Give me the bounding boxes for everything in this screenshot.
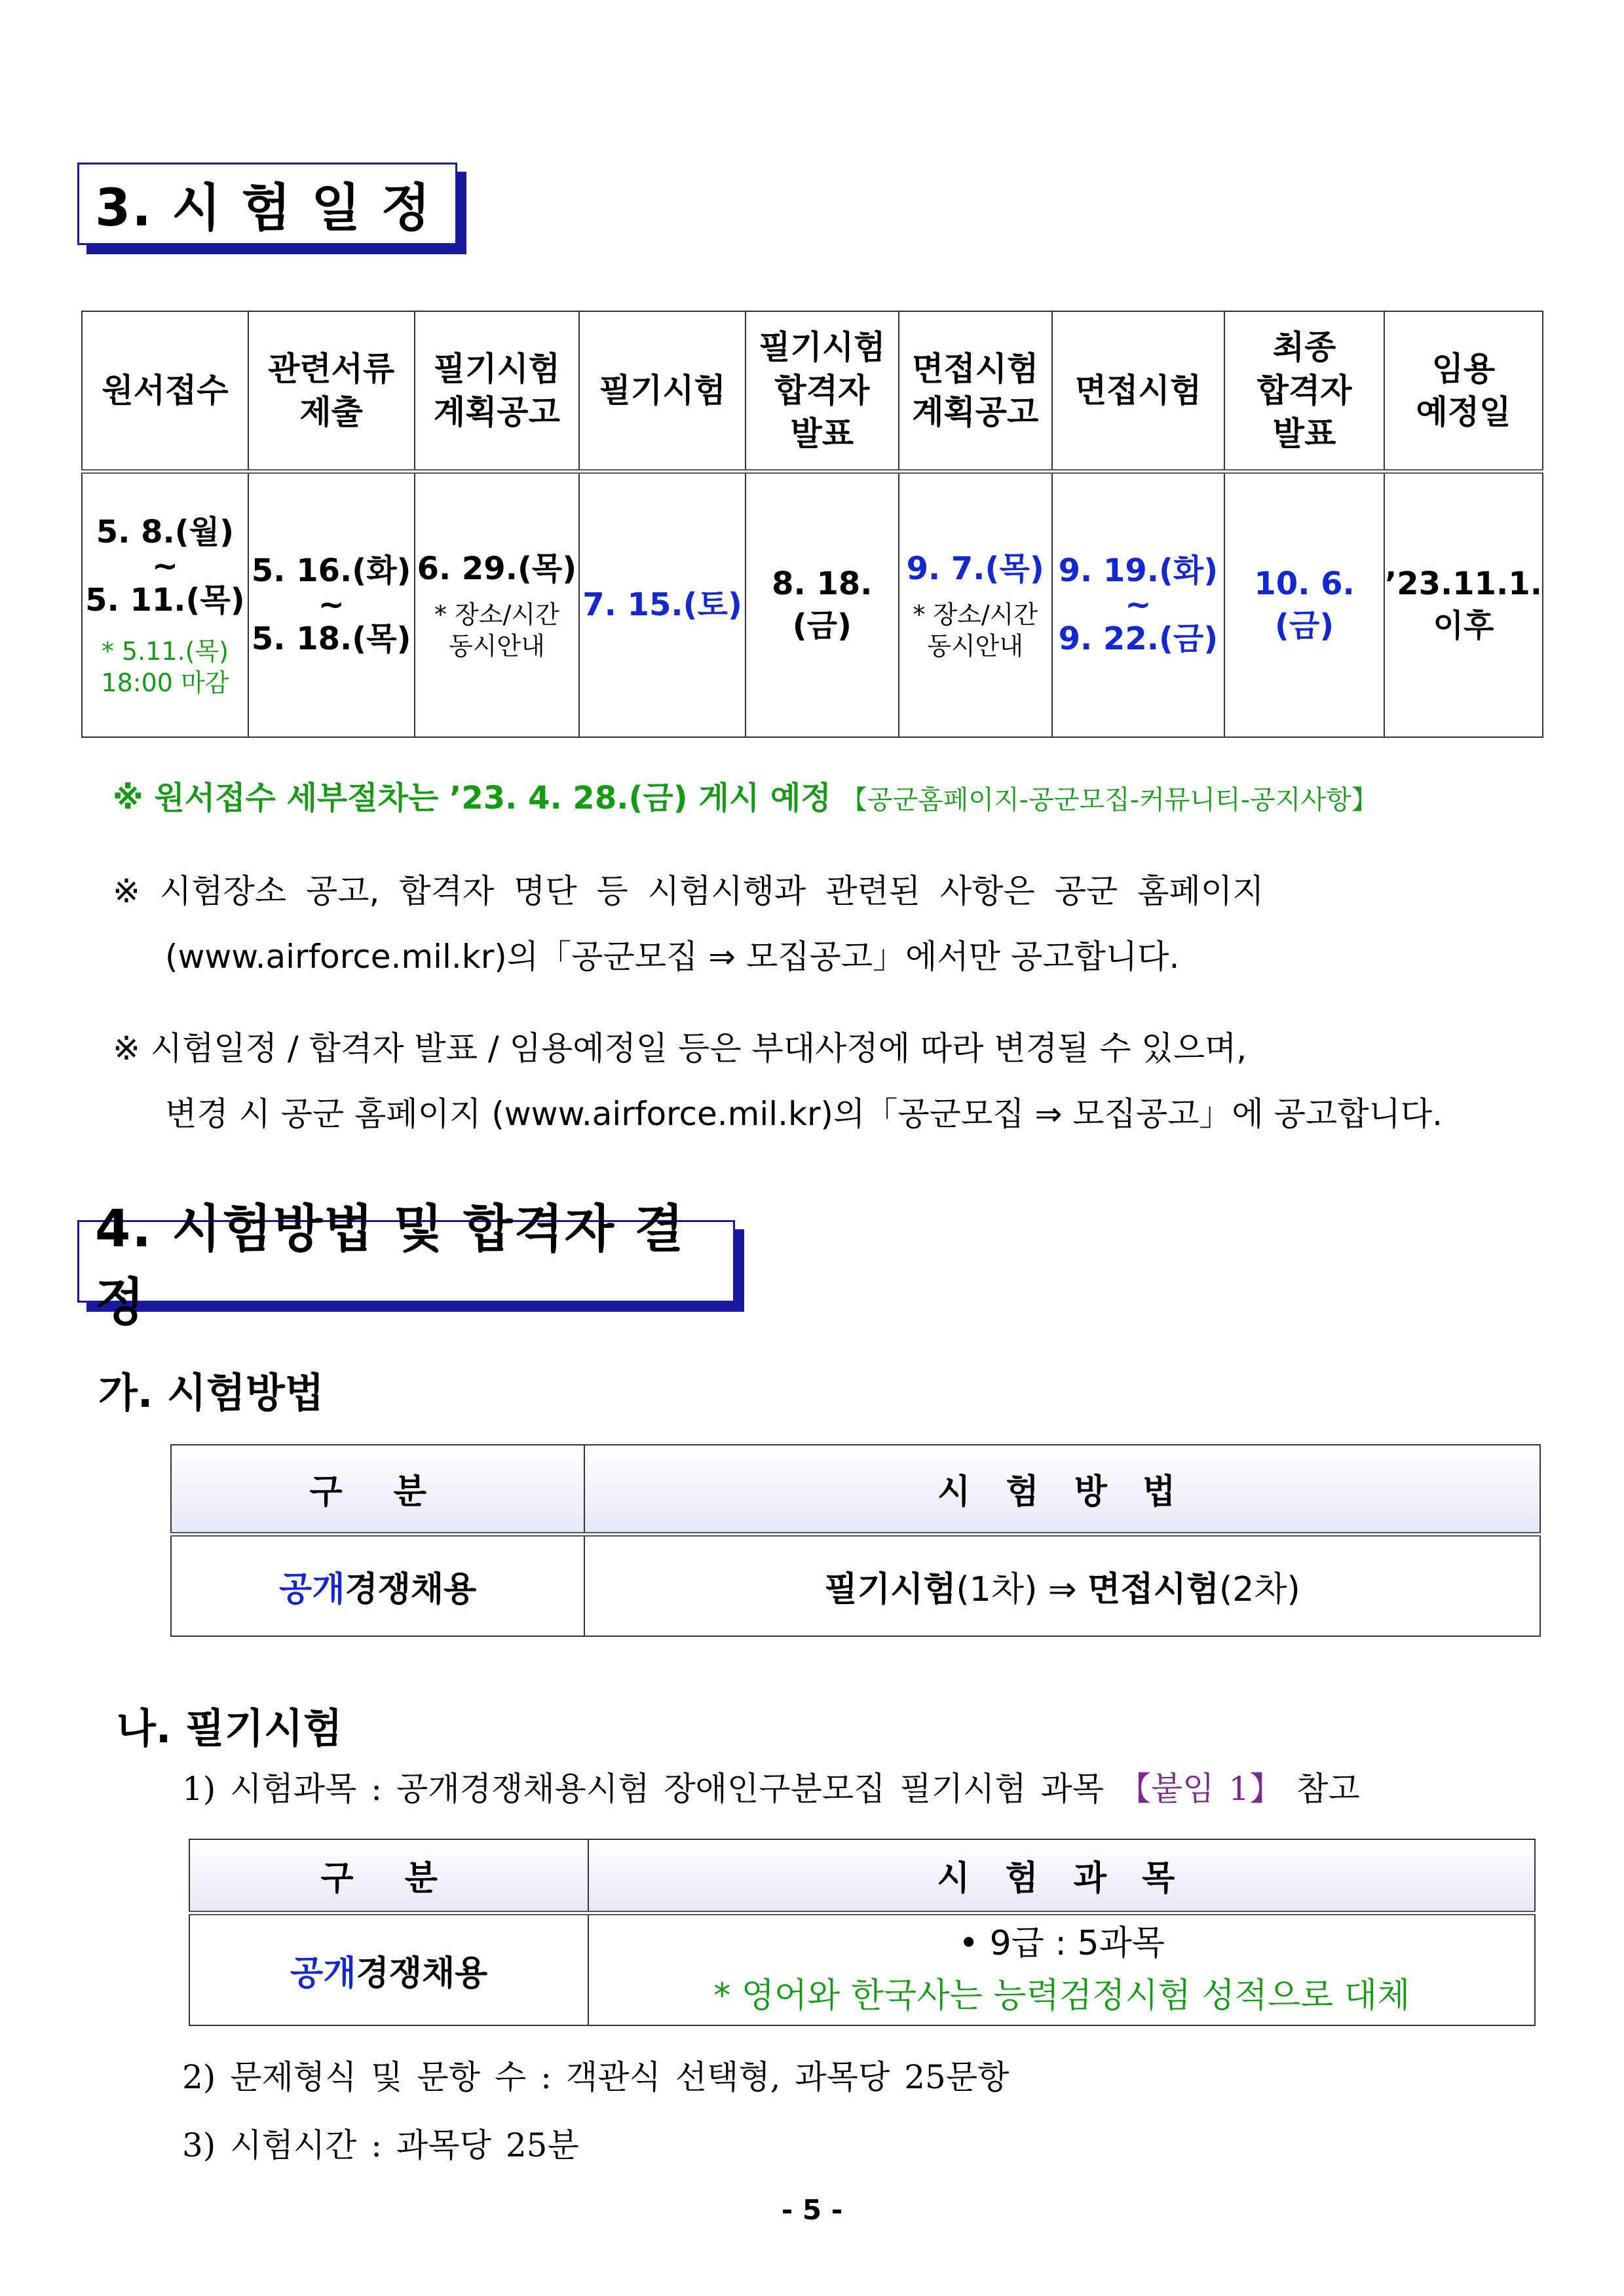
method-header-method: 시 험 방 법	[584, 1445, 1540, 1534]
documents-start: 5. 16.(화)	[251, 552, 411, 590]
subjects-row	[189, 1913, 1535, 2025]
written-notice-date: 6. 29.(목)	[417, 550, 577, 588]
section-4-title: 4. 시험방법 및 합격자 결정	[95, 1200, 685, 1332]
subjects-header-subjects: 시 험 과 목	[588, 1839, 1535, 1913]
interview-notice-note2: 동시안내	[927, 632, 1024, 661]
note-change-line1: ※ 시험일정 / 합격자 발표 / 임용예정일 등은 부대사정에 따라 변경될 수 있으며,	[113, 1029, 1247, 1067]
schedule-cell-final-result: 10. 6.(금)	[1224, 471, 1384, 737]
schedule-header-cell: 필기시험 계획공고	[415, 311, 580, 471]
schedule-header-cell: 필기시험	[579, 311, 746, 471]
subsection-ga-title: 가. 시험방법	[98, 1369, 324, 1417]
schedule-cell-documents	[248, 471, 415, 737]
grade-subject-count: • 9급 : 5과목	[958, 1924, 1165, 1964]
subjects-header-category: 구 분	[189, 1839, 588, 1913]
note-application-procedure	[113, 772, 1378, 826]
note-announcement-line2: (www.airforce.mil.kr)의「공군모집 ⇒ 모집공고」에서만 공고합니다.	[165, 938, 1180, 976]
schedule-table	[81, 311, 1543, 738]
schedule-cell-written-notice	[415, 471, 580, 737]
interview-end: 9. 22.(금)	[1058, 621, 1218, 658]
written-subjects-item	[182, 1763, 1360, 1810]
step-interview: 면접시험	[1087, 1569, 1219, 1609]
schedule-header-cell: 면접시험	[1052, 311, 1225, 471]
section-3-title: 3. 시 험 일 정	[95, 179, 432, 238]
note-change-line2: 변경 시 공군 홈페이지 (www.airforce.mil.kr)의「공군모집 ⇒ 모집공고」에 공고합니다.	[165, 1095, 1443, 1133]
schedule-header-cell: 최종 합격자 발표	[1224, 311, 1384, 471]
appointment-after: 이후	[1433, 607, 1494, 645]
documents-end: 5. 18.(목)	[251, 621, 411, 658]
written-subjects-suffix: 참고	[1282, 1770, 1360, 1808]
deadline-note: * 5.11.(목)	[101, 637, 229, 666]
schedule-body-row	[82, 471, 1543, 737]
attachment-reference: 【붙임 1】	[1118, 1770, 1283, 1808]
schedule-header-cell: 관련서류 제출	[248, 311, 415, 471]
step-first: (1차) ⇒	[956, 1569, 1087, 1609]
interview-notice-date: 9. 7.(목)	[906, 550, 1044, 588]
note-procedure-path: 【공군홈페이지-공군모집-커뮤니티-공지사항】	[840, 785, 1378, 815]
method-header-category: 구 분	[171, 1445, 584, 1534]
deadline-time: 18:00 마감	[101, 668, 229, 698]
schedule-header-row	[82, 311, 1543, 471]
schedule-header-cell: 필기시험 합격자 발표	[746, 311, 899, 471]
schedule-cell-interview	[1052, 471, 1225, 737]
step-written: 필기시험	[824, 1569, 956, 1609]
schedule-header-cell: 임용 예정일	[1384, 311, 1543, 471]
category-competitive: 경쟁채용	[356, 1953, 488, 1993]
exam-time-item: 3) 시험시간 : 과목당 25분	[182, 2126, 579, 2164]
schedule-cell-appointment	[1384, 471, 1543, 737]
schedule-cell-interview-notice	[899, 471, 1052, 737]
written-notice-note2: 동시안내	[448, 632, 545, 661]
schedule-cell-application	[82, 471, 248, 737]
schedule-cell-written-result: 8. 18.(금)	[746, 471, 899, 737]
subjects-header-row	[189, 1839, 1535, 1913]
application-end: 5. 11.(목)	[85, 582, 245, 619]
range-tilde: ~	[1125, 586, 1152, 624]
schedule-header-cell: 원서접수	[82, 311, 248, 471]
subjects-row-category	[189, 1913, 588, 2025]
subsection-na-title: 나. 필기시험	[117, 1704, 343, 1752]
note-procedure-main: ※ 원서접수 세부절차는 ’23. 4. 28.(금) 게시 예정	[113, 780, 831, 816]
section-3-heading	[77, 163, 457, 245]
range-tilde: ~	[318, 586, 345, 624]
category-open: 공개	[278, 1569, 345, 1609]
page-number: - 5 -	[781, 2194, 843, 2226]
method-row-steps	[584, 1534, 1540, 1636]
subject-replacement-note: * 영어와 한국사는 능력검정시험 성적으로 대체	[713, 1976, 1410, 2016]
interview-start: 9. 19.(화)	[1058, 552, 1218, 590]
method-row-category	[171, 1534, 584, 1636]
schedule-cell-written-exam: 7. 15.(토)	[579, 471, 746, 737]
application-start: 5. 8.(월)	[96, 514, 235, 551]
exam-subjects-table	[189, 1839, 1536, 2026]
interview-notice-note: * 장소/시간	[913, 600, 1038, 630]
exam-method-table	[170, 1444, 1541, 1637]
method-header-row	[171, 1445, 1540, 1534]
subjects-row-content	[588, 1913, 1535, 2025]
written-notice-note: * 장소/시간	[434, 600, 559, 630]
section-4-heading	[77, 1200, 735, 1332]
category-open: 공개	[290, 1953, 356, 1993]
step-second: (2차)	[1218, 1569, 1300, 1609]
appointment-date: ’23.11.1.	[1385, 565, 1542, 603]
method-row	[171, 1534, 1540, 1636]
category-competitive: 경쟁채용	[345, 1569, 477, 1609]
question-format-item: 2) 문제형식 및 문항 수 : 객관식 선택형, 과목당 25문항	[182, 2058, 1010, 2096]
written-subjects-text: 1) 시험과목 : 공개경쟁채용시험 장애인구분모집 필기시험 과목	[182, 1770, 1105, 1808]
schedule-header-cell: 면접시험 계획공고	[899, 311, 1052, 471]
range-tilde: ~	[151, 548, 179, 585]
note-announcement-line1: ※ 시험장소 공고, 합격자 명단 등 시험시행과 관련된 사항은 공군 홈페이지	[113, 872, 1264, 910]
